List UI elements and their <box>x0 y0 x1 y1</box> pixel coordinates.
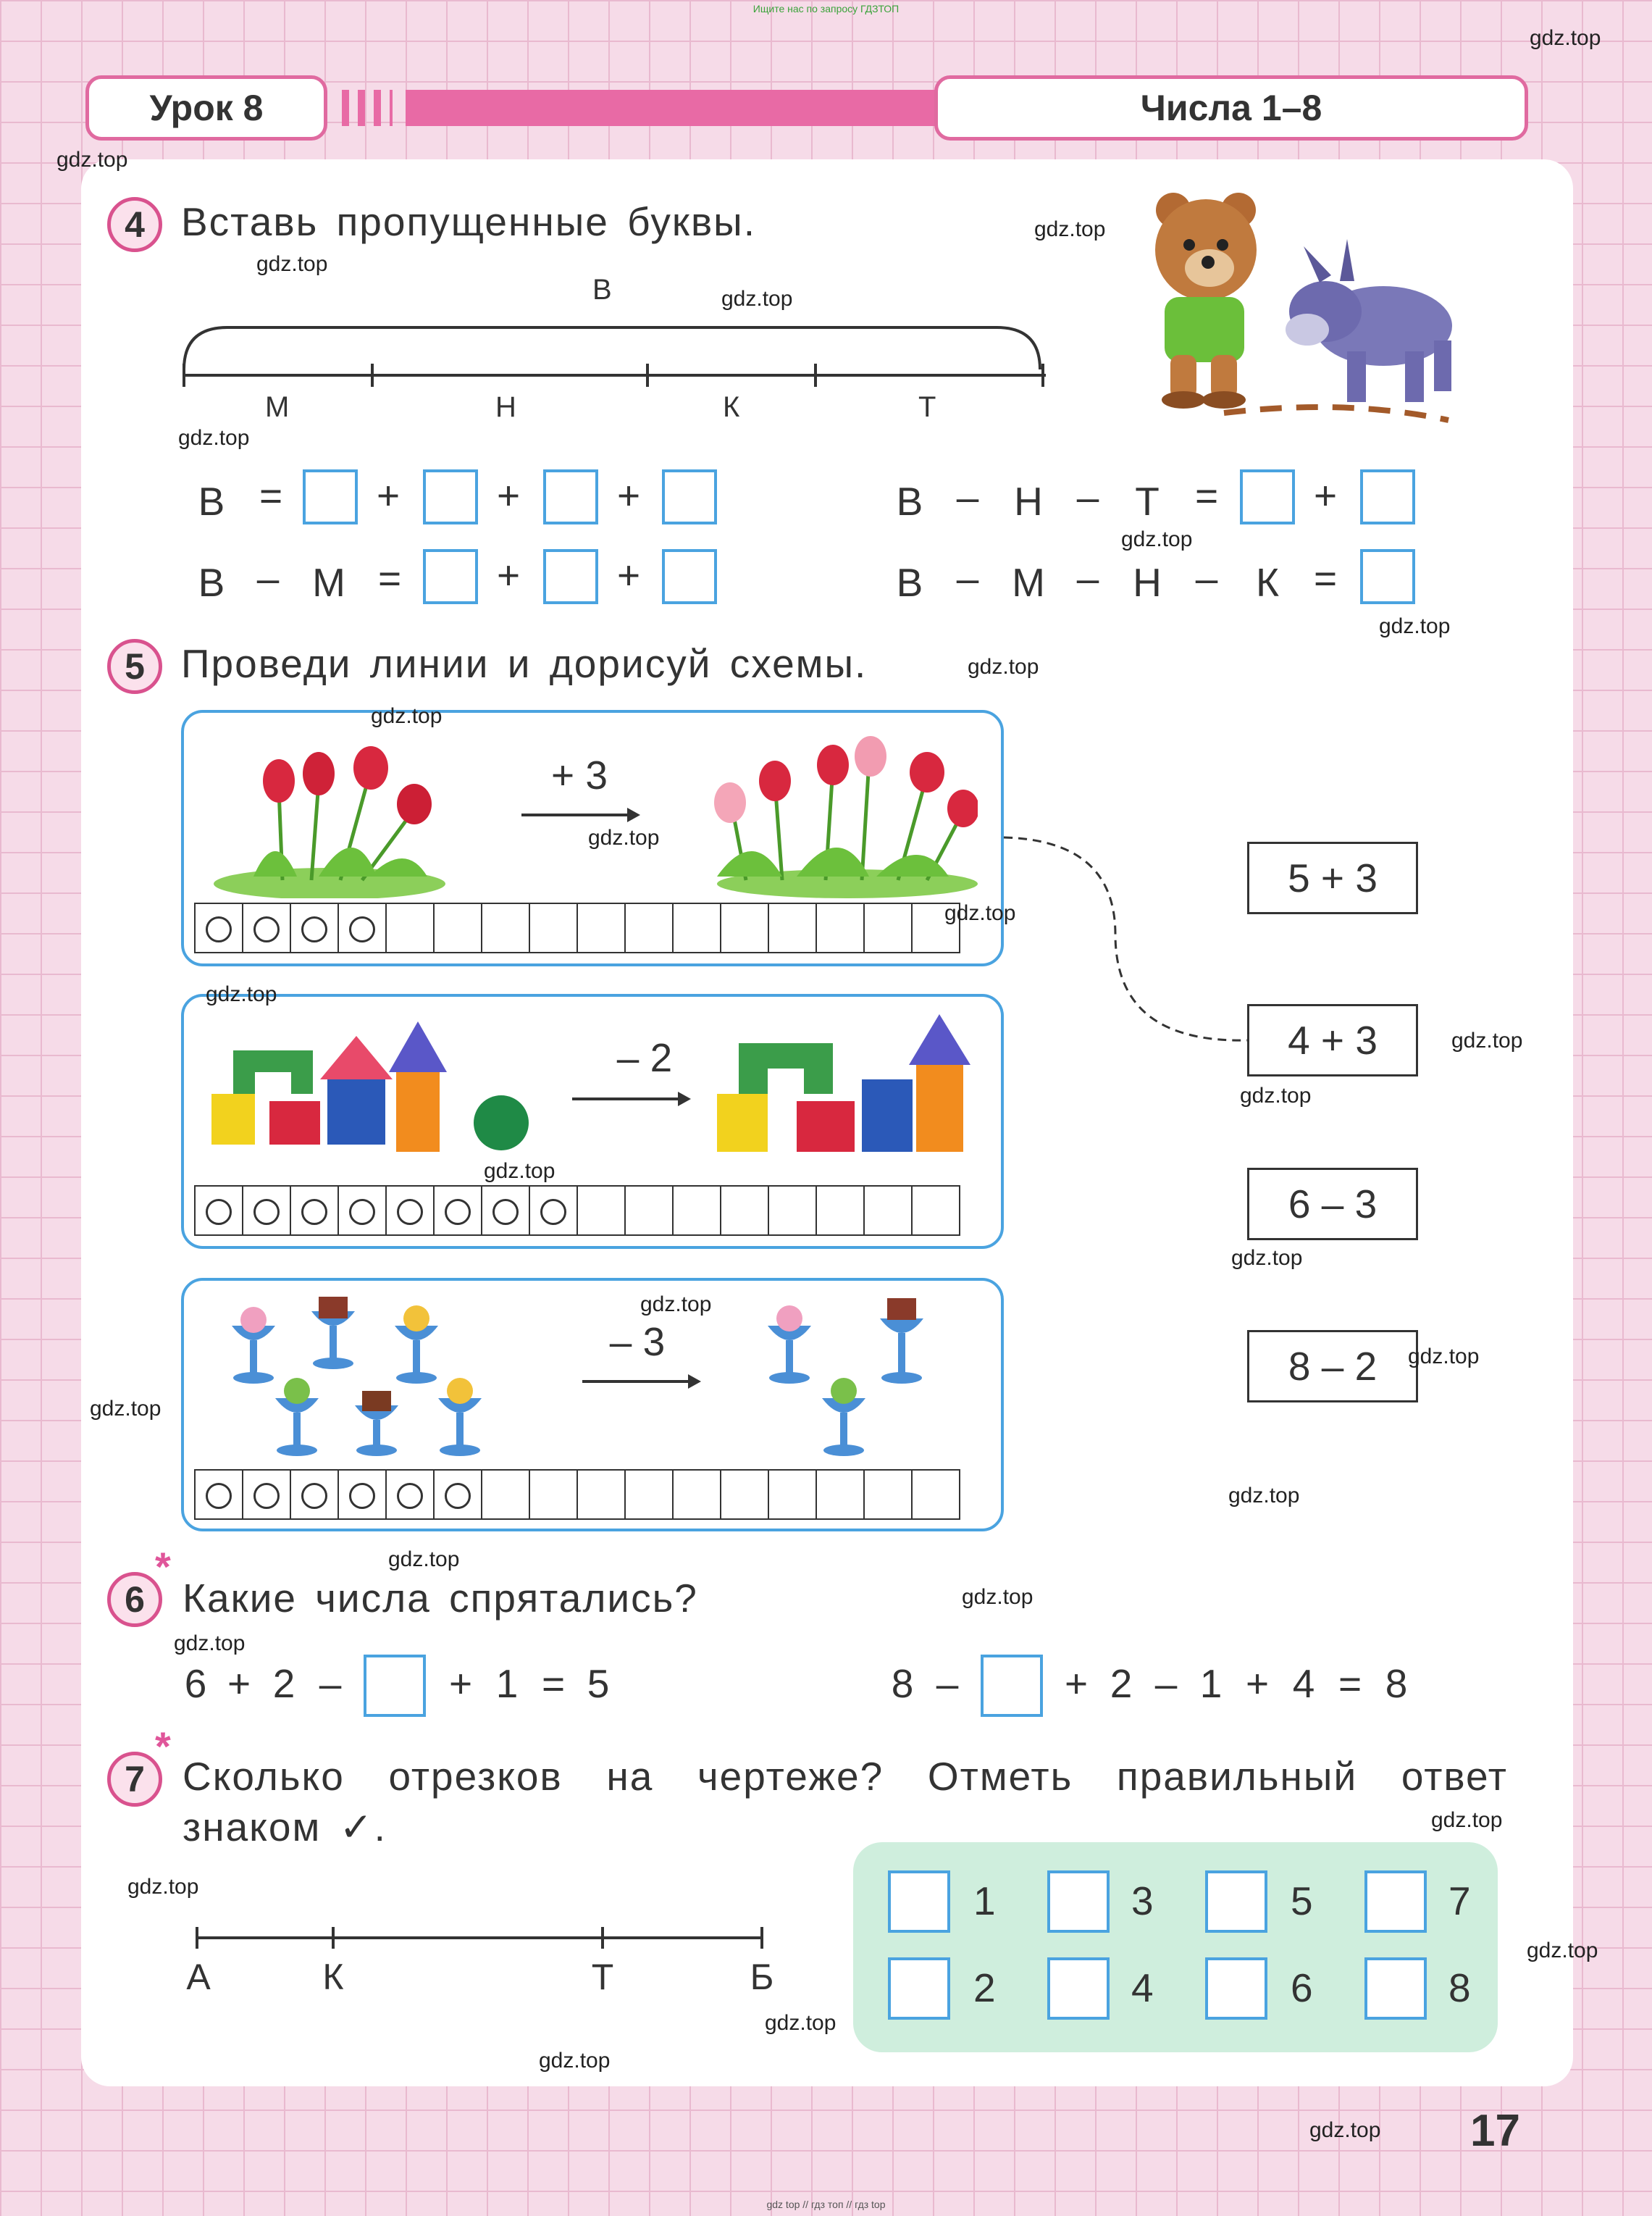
eq1-plus: + <box>496 473 521 518</box>
scheme-cell[interactable] <box>337 1185 387 1236</box>
scheme-cell[interactable] <box>242 903 291 953</box>
eq2-plus: + <box>616 553 641 598</box>
eq4-minus: – <box>1076 556 1099 601</box>
scheme-cell[interactable] <box>576 1469 626 1520</box>
scheme-cell[interactable] <box>385 1469 435 1520</box>
scheme-cell[interactable] <box>768 903 817 953</box>
scheme-cell[interactable] <box>672 1185 721 1236</box>
eq1-lhs: В <box>198 479 225 524</box>
scheme-cells-row3 <box>196 1469 960 1520</box>
blocks-before-illustration <box>204 1021 545 1159</box>
scheme-cell[interactable] <box>815 1185 865 1236</box>
task4-number: 4 <box>107 197 162 252</box>
scheme-cell[interactable] <box>433 903 482 953</box>
watermark: gdz.top <box>174 1631 246 1655</box>
watermark: gdz.top <box>539 2049 611 2073</box>
eq1-plus: + <box>616 473 641 518</box>
task7-number: 7 <box>107 1752 162 1807</box>
option-checkbox-5[interactable] <box>1205 1870 1267 1933</box>
scheme-card-4[interactable]: 8 – 2 <box>1247 1330 1418 1402</box>
option-label-7: 7 <box>1448 1878 1471 1923</box>
op-plus-3: + 3 <box>551 753 608 798</box>
eq4-b: М <box>1012 560 1045 605</box>
eq6b-plus: + <box>1064 1661 1089 1706</box>
lesson-label: Урок 8 <box>85 75 327 141</box>
watermark: gdz.top <box>1527 1939 1598 1962</box>
scheme-cell[interactable] <box>768 1469 817 1520</box>
blocks-after-illustration <box>717 1014 978 1159</box>
scheme-cell[interactable] <box>337 1469 387 1520</box>
watermark: gdz.top <box>765 2011 837 2035</box>
circle-mark <box>206 916 232 942</box>
scheme-cell[interactable] <box>481 1469 530 1520</box>
scheme-cells-row1 <box>196 903 960 953</box>
answer-box[interactable] <box>1360 469 1415 524</box>
eq4-minus: – <box>1195 556 1218 601</box>
eq3-plus: + <box>1313 473 1338 518</box>
scheme-cell[interactable] <box>863 1185 913 1236</box>
segment-label-m: М <box>265 391 290 423</box>
eq6b-result: 8 <box>1385 1661 1408 1706</box>
scheme-card-3[interactable]: 6 – 3 <box>1247 1168 1418 1240</box>
circle-mark <box>397 1199 423 1225</box>
eq4-a: В <box>896 560 923 605</box>
option-checkbox-8[interactable] <box>1364 1957 1427 2020</box>
scheme-cell[interactable] <box>194 903 243 953</box>
scheme-cells-row2 <box>196 1185 960 1236</box>
answer-box[interactable] <box>543 469 598 524</box>
answer-box[interactable] <box>423 549 478 604</box>
scheme-cell[interactable] <box>863 903 913 953</box>
scheme-cell[interactable] <box>529 903 578 953</box>
task5-number: 5 <box>107 639 162 694</box>
example-connector-line <box>999 833 1253 1050</box>
option-checkbox-3[interactable] <box>1047 1870 1110 1933</box>
source-note: Ищите нас по запросу ГДЗТОП <box>752 3 900 14</box>
eq6a-num: 2 <box>272 1661 295 1706</box>
watermark: gdz.top <box>1408 1345 1480 1368</box>
eq3-a: В <box>896 479 923 524</box>
eq2-minus: – <box>256 556 280 601</box>
segment-label-t: Т <box>918 391 936 423</box>
star-icon: * <box>155 1723 171 1769</box>
watermark: gdz.top <box>56 148 128 172</box>
watermark: gdz.top <box>206 982 277 1006</box>
circle-mark <box>253 1199 280 1225</box>
circle-mark <box>253 1483 280 1509</box>
eq6a-num: 6 <box>184 1661 207 1706</box>
eq6a-minus: – <box>319 1661 342 1706</box>
eq1-plus: + <box>376 473 401 518</box>
answer-box[interactable] <box>364 1655 426 1717</box>
option-label-1: 1 <box>973 1878 996 1923</box>
task4-instruction: Вставь пропущенные буквы. <box>181 199 756 244</box>
option-label-5: 5 <box>1291 1878 1313 1923</box>
watermark: gdz.top <box>721 287 793 311</box>
scheme-card-2[interactable]: 4 + 3 <box>1247 1004 1418 1076</box>
watermark: gdz.top <box>1431 1808 1503 1832</box>
scheme-cell[interactable] <box>194 1469 243 1520</box>
eq6a-plus: + <box>448 1661 473 1706</box>
header-band <box>406 90 956 126</box>
watermark: gdz.top <box>1451 1029 1523 1053</box>
eq6b-minus: – <box>1154 1661 1178 1706</box>
eq3-equals: = <box>1194 473 1219 518</box>
circle-mark <box>492 1199 519 1225</box>
answer-box[interactable] <box>662 469 717 524</box>
eq2-lhs: В <box>198 560 225 605</box>
eq6b-num: 8 <box>891 1661 914 1706</box>
eq4-minus: – <box>956 556 979 601</box>
circle-mark <box>445 1199 471 1225</box>
watermark: gdz.top <box>1379 614 1451 638</box>
tulips-before-illustration <box>210 732 449 898</box>
task7-instruction-line2: знаком ✓. <box>183 1805 387 1849</box>
circle-mark <box>349 916 375 942</box>
circle-mark <box>349 1483 375 1509</box>
eq3-b: Н <box>1014 479 1043 524</box>
scheme-cell[interactable] <box>481 903 530 953</box>
task5-instruction: Проведи линии и дорисуй схемы. <box>181 641 868 686</box>
option-checkbox-1[interactable] <box>888 1870 950 1933</box>
header-stripes <box>342 90 393 126</box>
answer-box[interactable] <box>543 549 598 604</box>
segment-label-whole: В <box>592 274 612 306</box>
watermark: gdz.top <box>256 252 328 276</box>
segment-label-k: К <box>723 391 740 423</box>
answer-box[interactable] <box>981 1655 1043 1717</box>
point-label-b: Б <box>750 1957 774 1997</box>
icecream-before-illustration <box>217 1282 507 1463</box>
eq6a-equals: = <box>541 1661 566 1706</box>
watermark: gdz.top <box>1228 1484 1300 1508</box>
option-label-2: 2 <box>973 1965 996 2010</box>
eq2-equals: = <box>377 556 402 601</box>
eq3-c: Т <box>1135 479 1160 524</box>
scheme-cell[interactable] <box>672 903 721 953</box>
scheme-cell[interactable] <box>385 1185 435 1236</box>
answer-box[interactable] <box>1360 549 1415 604</box>
scheme-cell[interactable] <box>337 903 387 953</box>
option-label-8: 8 <box>1448 1965 1471 2010</box>
watermark: gdz.top <box>484 1159 555 1183</box>
watermark: gdz.top <box>178 426 250 450</box>
scheme-cell[interactable] <box>815 903 865 953</box>
bear-donkey-illustration <box>1130 181 1463 442</box>
footer-note: gdz top // гдз топ // гдз top <box>766 2199 886 2210</box>
segment-abkt-drawing <box>190 1920 769 1956</box>
segment-diagram <box>174 312 1057 398</box>
eq6a-num: 1 <box>495 1661 519 1706</box>
eq6b-num: 4 <box>1292 1661 1315 1706</box>
circle-mark <box>301 1483 327 1509</box>
answer-box[interactable] <box>662 549 717 604</box>
op-minus-2: – 2 <box>616 1035 673 1080</box>
circle-mark <box>301 1199 327 1225</box>
arrow-icon <box>569 1088 692 1110</box>
point-label-t: Т <box>591 1957 614 1997</box>
scheme-cell[interactable] <box>242 1469 291 1520</box>
scheme-cell[interactable] <box>863 1469 913 1520</box>
point-label-k: К <box>322 1957 344 1997</box>
scheme-cell[interactable] <box>576 903 626 953</box>
scheme-cell[interactable] <box>624 903 674 953</box>
arrow-icon <box>519 804 642 826</box>
point-label-a: А <box>186 1957 211 1997</box>
scheme-cell[interactable] <box>433 1469 482 1520</box>
watermark: gdz.top <box>1121 527 1193 551</box>
arrow-icon <box>579 1371 703 1392</box>
answer-box[interactable] <box>423 469 478 524</box>
scheme-card-1[interactable]: 5 + 3 <box>1247 842 1418 914</box>
scheme-cell[interactable] <box>242 1185 291 1236</box>
scheme-cell[interactable] <box>911 1469 960 1520</box>
watermark: gdz.top <box>1240 1084 1312 1108</box>
eq4-equals: = <box>1313 556 1338 601</box>
scheme-cell[interactable] <box>911 1185 960 1236</box>
eq6b-num: 2 <box>1110 1661 1133 1706</box>
scheme-cell[interactable] <box>624 1469 674 1520</box>
eq4-d: К <box>1255 560 1280 605</box>
eq3-minus: – <box>1076 474 1099 519</box>
eq2-plus: + <box>496 553 521 598</box>
eq4-c: Н <box>1133 560 1162 605</box>
watermark: gdz.top <box>588 826 660 850</box>
eq2-m: М <box>312 560 345 605</box>
scheme-cell[interactable] <box>529 1185 578 1236</box>
answer-box[interactable] <box>303 469 358 524</box>
icecream-after-illustration <box>760 1282 949 1463</box>
star-icon: * <box>155 1544 171 1589</box>
watermark: gdz.top <box>968 655 1039 679</box>
watermark: gdz.top <box>640 1292 712 1316</box>
eq6b-plus: + <box>1245 1661 1270 1706</box>
scheme-cell[interactable] <box>815 1469 865 1520</box>
task6-instruction: Какие числа спрятались? <box>183 1576 698 1621</box>
answer-box[interactable] <box>1240 469 1295 524</box>
eq3-minus: – <box>956 474 979 519</box>
eq1-equals: = <box>259 473 283 518</box>
option-checkbox-2[interactable] <box>888 1957 950 2020</box>
option-checkbox-6[interactable] <box>1205 1957 1267 2020</box>
segment-label-n: Н <box>495 391 516 423</box>
circle-mark <box>397 1483 423 1509</box>
scheme-cell[interactable] <box>624 1185 674 1236</box>
eq6a-result: 5 <box>587 1661 610 1706</box>
task7-instruction-line1: Сколько отрезков на чертеже? Отметь правильный ответ <box>183 1754 1508 1799</box>
option-label-6: 6 <box>1291 1965 1313 2010</box>
circle-mark <box>301 916 327 942</box>
circle-mark <box>253 916 280 942</box>
option-label-3: 3 <box>1131 1878 1154 1923</box>
scheme-cell[interactable] <box>720 903 769 953</box>
watermark: gdz.top <box>1034 217 1106 241</box>
watermark: gdz.top <box>1231 1246 1303 1270</box>
scheme-cell[interactable] <box>720 1185 769 1236</box>
option-checkbox-7[interactable] <box>1364 1870 1427 1933</box>
scheme-cell[interactable] <box>768 1185 817 1236</box>
eq6b-minus: – <box>936 1661 959 1706</box>
task6-number: 6 <box>107 1572 162 1627</box>
scheme-cell[interactable] <box>385 903 435 953</box>
scheme-cell[interactable] <box>672 1469 721 1520</box>
circle-mark <box>445 1483 471 1509</box>
eq6b-equals: = <box>1338 1661 1362 1706</box>
watermark: gdz.top <box>944 901 1016 925</box>
scheme-cell[interactable] <box>576 1185 626 1236</box>
circle-mark <box>540 1199 566 1225</box>
circle-mark <box>206 1199 232 1225</box>
watermark: gdz.top <box>1309 2118 1381 2142</box>
tulips-after-illustration <box>688 724 978 898</box>
option-label-4: 4 <box>1131 1965 1154 2010</box>
scheme-cell[interactable] <box>720 1469 769 1520</box>
topic-label: Числа 1–8 <box>934 75 1528 141</box>
watermark: gdz.top <box>371 704 443 728</box>
scheme-cell[interactable] <box>433 1185 482 1236</box>
watermark: gdz.top <box>90 1397 162 1421</box>
scheme-cell[interactable] <box>481 1185 530 1236</box>
circle-mark <box>206 1483 232 1509</box>
eq6b-num: 1 <box>1199 1661 1223 1706</box>
watermark: gdz.top <box>962 1585 1033 1609</box>
scheme-cell[interactable] <box>529 1469 578 1520</box>
scheme-cell[interactable] <box>290 1469 339 1520</box>
option-checkbox-4[interactable] <box>1047 1957 1110 2020</box>
page-number: 17 <box>1470 2106 1520 2156</box>
watermark: gdz.top <box>127 1875 199 1899</box>
circle-mark <box>349 1199 375 1225</box>
watermark: gdz.top <box>1530 26 1601 50</box>
watermark: gdz.top <box>388 1547 460 1571</box>
scheme-cell[interactable] <box>290 1185 339 1236</box>
eq6a-plus: + <box>227 1661 251 1706</box>
scheme-cell[interactable] <box>194 1185 243 1236</box>
op-minus-3: – 3 <box>609 1319 666 1364</box>
scheme-cell[interactable] <box>290 903 339 953</box>
